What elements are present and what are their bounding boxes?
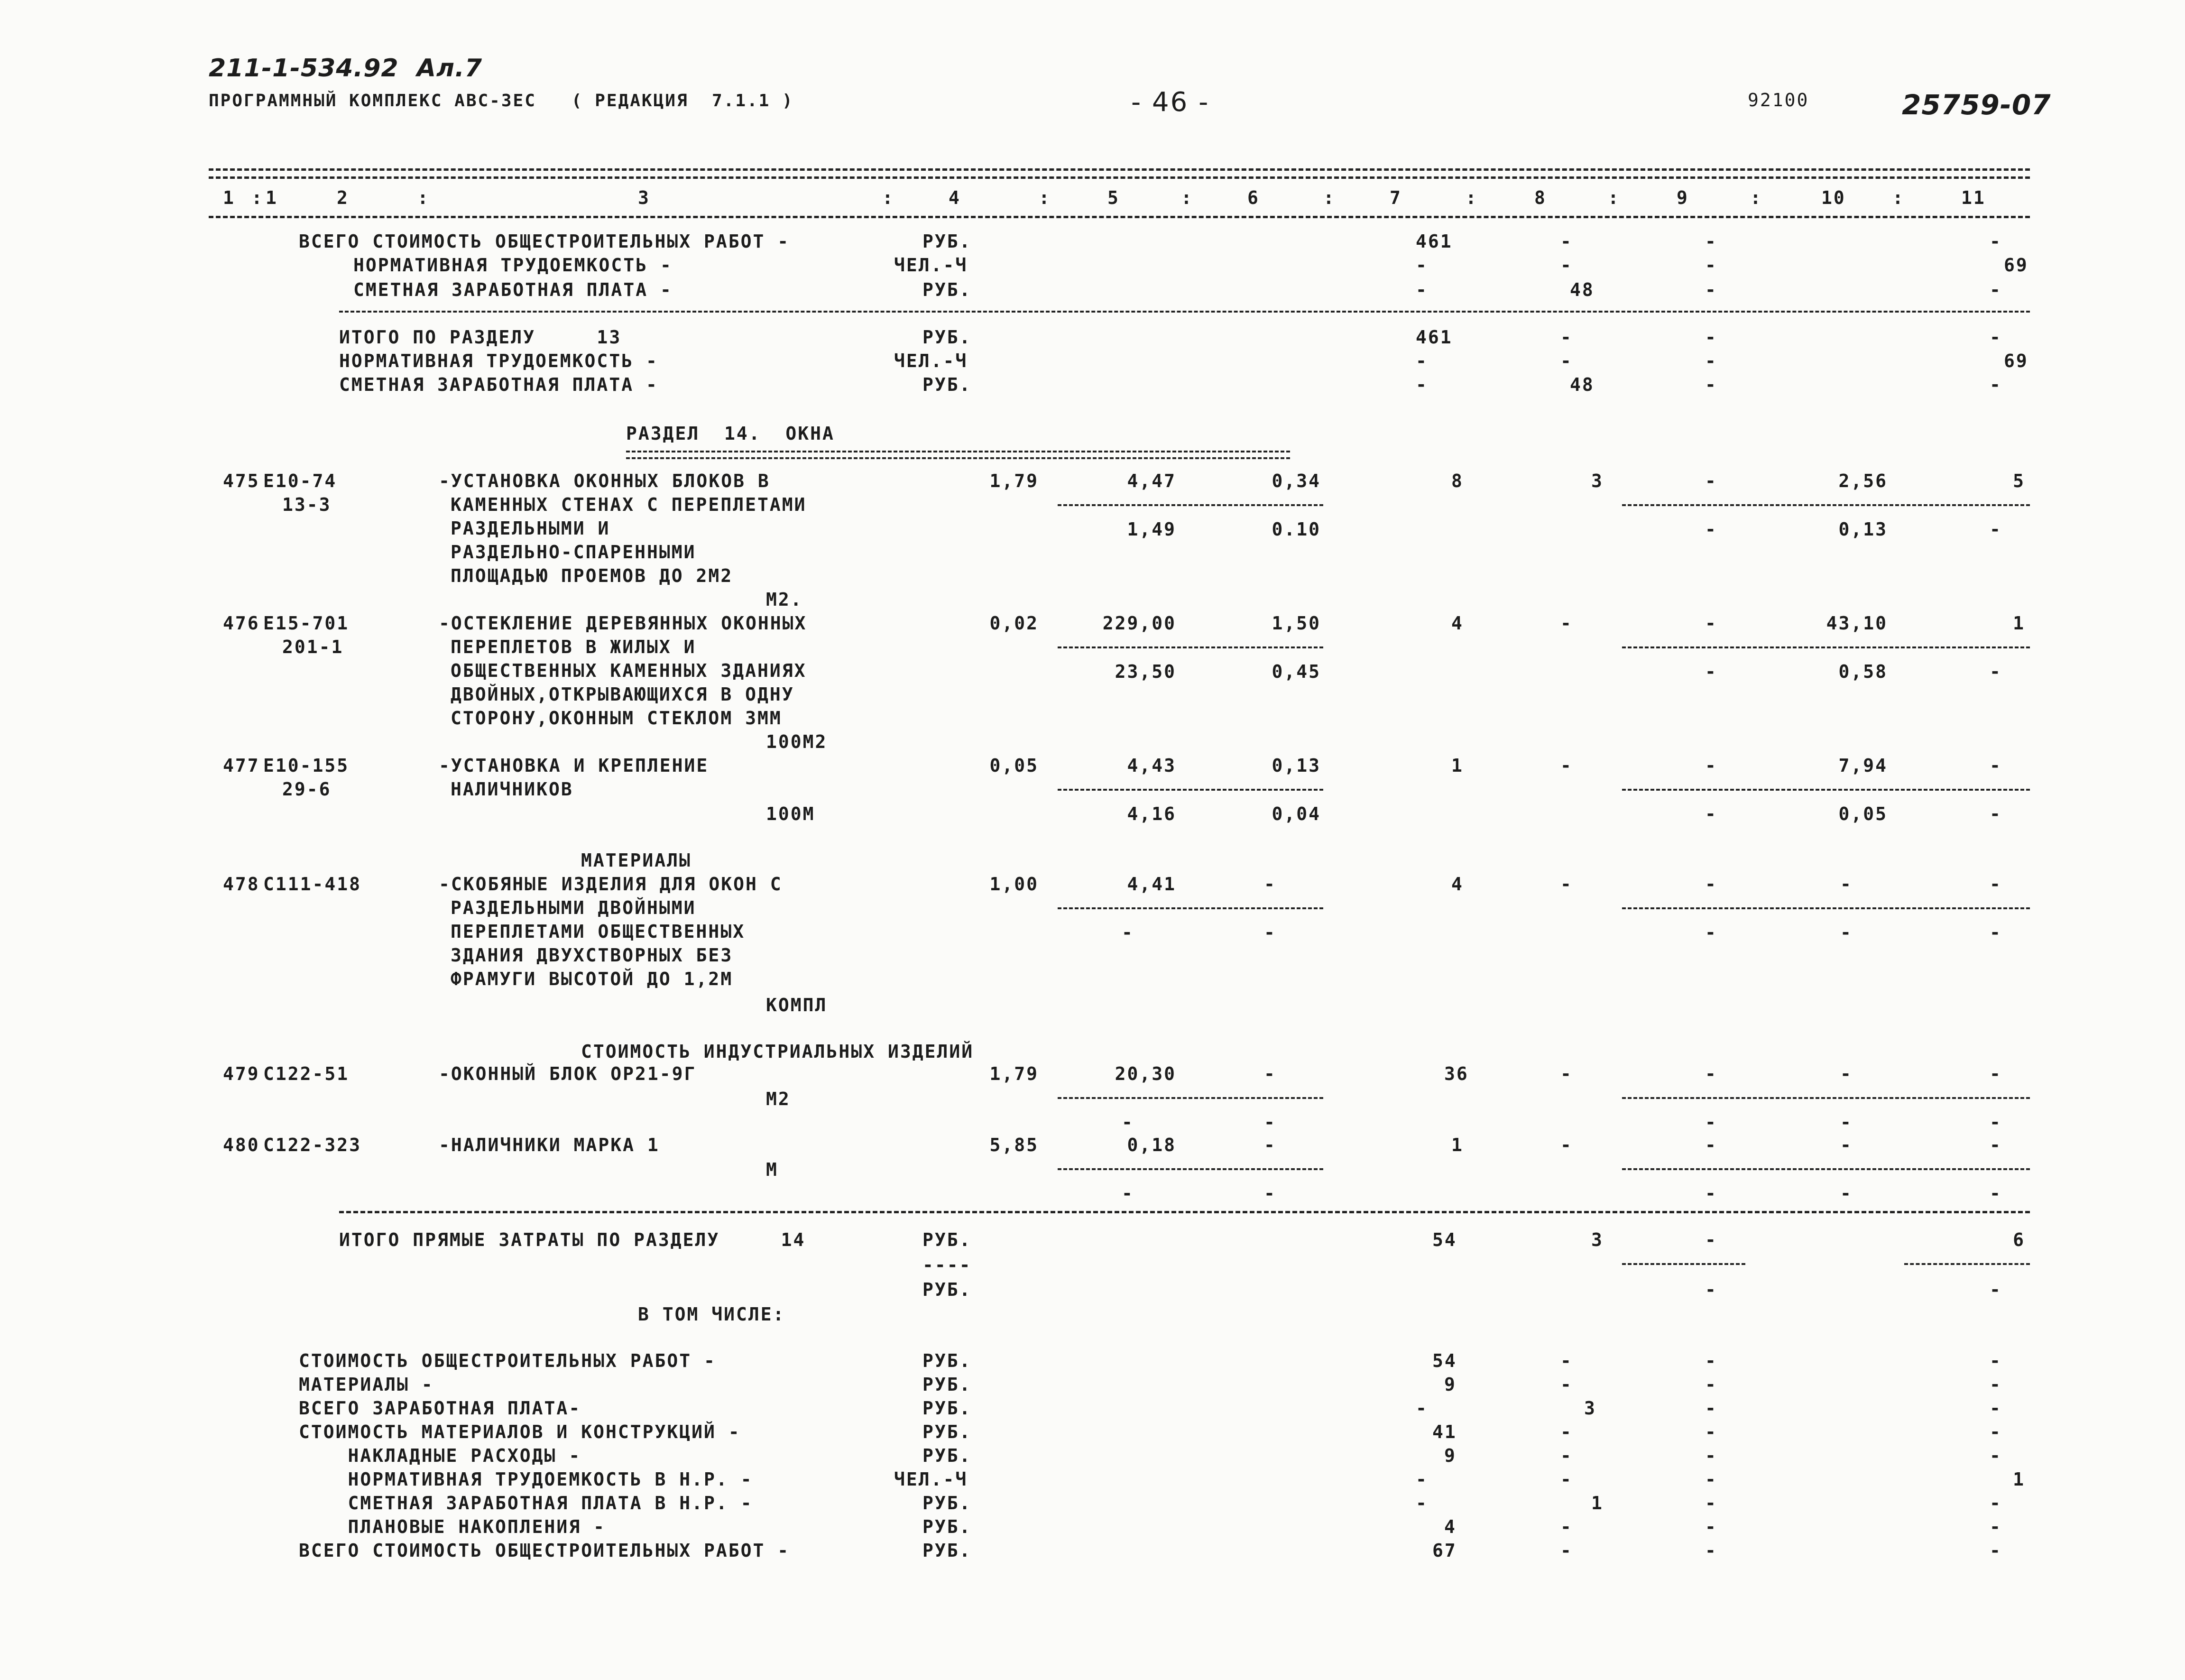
cell-c8: - [1560, 1422, 1573, 1442]
item-desc-line: ФРАМУГИ ВЫСОТОЙ ДО 1,2М [451, 969, 733, 989]
cell-c7: 54 [1432, 1229, 1457, 1250]
summary-label: ПЛАНОВЫЕ НАКОПЛЕНИЯ - [299, 1516, 606, 1537]
section-title: РАЗДЕЛ 14. ОКНА [626, 423, 835, 444]
cell-c8: - [1560, 1135, 1573, 1155]
item-number: 478 [223, 874, 260, 895]
cell-c7: 9 [1444, 1374, 1457, 1395]
row-label: СМЕТНАЯ ЗАРАБОТНАЯ ПЛАТА - [339, 374, 658, 395]
cell-c11: - [1990, 374, 2002, 395]
including-label: В ТОМ ЧИСЛЕ: [638, 1304, 785, 1325]
cell-c6: - [1264, 874, 1276, 895]
cell-c6-wage: - [1264, 922, 1276, 943]
cell-c9: - [1705, 1398, 1717, 1419]
cell-c9: - [1705, 874, 1717, 895]
cell-c10-wage: 0,58 [1838, 661, 1888, 682]
rule [1058, 907, 1323, 909]
cell-c8: - [1560, 874, 1573, 895]
rule [1622, 789, 2030, 791]
cell-c11: 1 [2013, 613, 2025, 634]
cell-c11: - [1990, 1422, 2002, 1442]
item-desc-line: -ОСТЕКЛЕНИЕ ДЕРЕВЯННЫХ ОКОННЫХ [439, 613, 807, 634]
rule [1622, 1097, 2030, 1099]
col-3: 3 [638, 187, 650, 208]
archive-number: 25759-07 [1902, 89, 2051, 121]
col-10: 10 [1821, 187, 1846, 208]
cell-c8: - [1560, 1350, 1573, 1371]
cell-c5-wage: 23,50 [1115, 661, 1176, 682]
cell-c11: - [1990, 1063, 2002, 1084]
cell-c11-wage: - [1990, 661, 2002, 682]
cell-c9: - [1705, 374, 1717, 395]
item-unit: 100М [766, 803, 815, 824]
item-code-sub: 29-6 [282, 779, 332, 800]
row-unit: ЧЕЛ.-Ч [894, 255, 968, 276]
rule [1058, 789, 1323, 791]
cell-c7: - [1416, 1493, 1428, 1514]
cell-c7: 54 [1432, 1350, 1457, 1371]
row-label: ВСЕГО СТОИМОСТЬ ОБЩЕСТРОИТЕЛЬНЫХ РАБОТ - [299, 231, 790, 252]
cell-c8: - [1560, 1374, 1573, 1395]
cell-c9: - [1705, 279, 1717, 300]
cell-c9: - [1705, 1350, 1717, 1371]
item-desc-line: ПЛОЩАДЬЮ ПРОЕМОВ ДО 2М2 [451, 565, 733, 586]
item-unit: М2. [766, 589, 803, 610]
cell-c11: 69 [2004, 351, 2028, 371]
page-number: - 46 - [1131, 87, 1210, 118]
cell-c11-wage: - [1990, 1112, 2002, 1133]
item-desc-line: ЗДАНИЯ ДВУХСТВОРНЫХ БЕЗ [451, 945, 733, 966]
cell-c9: - [1705, 613, 1717, 634]
summary-label: НАКЛАДНЫЕ РАСХОДЫ - [299, 1445, 581, 1466]
cell-c10: 43,10 [1826, 613, 1888, 634]
col-1b: 1 [266, 187, 278, 208]
cell-c11: - [1990, 874, 2002, 895]
cell-c9: - [1705, 351, 1717, 371]
item-code: С111-418 [263, 874, 362, 895]
rule [1904, 1263, 2030, 1265]
cell-c7: 4 [1451, 613, 1464, 634]
cell-c6-wage: 0.10 [1272, 519, 1321, 540]
item-unit: 100М2 [766, 731, 828, 752]
row-unit: РУБ. [922, 327, 972, 348]
row-unit: РУБ. [922, 374, 972, 395]
item-code: С122-51 [263, 1063, 350, 1084]
cell-c6: - [1264, 1135, 1276, 1155]
item-code: Е15-701 [263, 613, 350, 634]
item-code-sub: 201-1 [282, 637, 344, 657]
row-unit: РУБ. [922, 1229, 972, 1250]
cell-c8: - [1560, 1469, 1573, 1490]
cell-c10-wage: - [1840, 1183, 1853, 1204]
col-8: 8 [1534, 187, 1547, 208]
cell-c7: - [1416, 1398, 1428, 1419]
cell-c10-wage: - [1840, 1112, 1853, 1133]
item-number: 479 [223, 1063, 260, 1084]
cell-c9: - [1705, 1540, 1717, 1561]
item-code: Е10-155 [263, 755, 350, 776]
col-7: 7 [1390, 187, 1402, 208]
cell-c8: - [1560, 255, 1573, 276]
cell-c5: 20,30 [1115, 1063, 1176, 1084]
cell-c7: 1 [1451, 755, 1464, 776]
cell-c5: 0,18 [1127, 1135, 1176, 1155]
rule [1622, 1263, 1745, 1265]
rule [1058, 1168, 1323, 1170]
cell-c7: - [1416, 351, 1428, 371]
summary-unit: РУБ. [922, 1350, 972, 1371]
row-label: СМЕТНАЯ ЗАРАБОТНАЯ ПЛАТА - [353, 279, 673, 300]
item-unit: М [766, 1159, 778, 1180]
cell-c11: 69 [2004, 255, 2028, 276]
cell-c9: - [1705, 1445, 1717, 1466]
cell-c9: - [1705, 255, 1717, 276]
cell-c5: 4,41 [1127, 874, 1176, 895]
cell-c8: - [1560, 1540, 1573, 1561]
summary-unit: РУБ. [922, 1398, 972, 1419]
section-title-underline [626, 451, 1290, 459]
item-code: Е10-74 [263, 471, 337, 491]
cell-c10: 7,94 [1838, 755, 1888, 776]
cell-c11: 5 [2013, 471, 2025, 491]
cell-c7: 4 [1444, 1516, 1457, 1537]
cell-c8: 48 [1570, 374, 1595, 395]
subsection-title: МАТЕРИАЛЫ [581, 850, 691, 871]
item-number: 475 [223, 471, 260, 491]
cell-c4: 0,02 [989, 613, 1039, 634]
summary-unit: РУБ. [922, 1374, 972, 1395]
summary-label: СТОИМОСТЬ МАТЕРИАЛОВ И КОНСТРУКЦИЙ - [299, 1422, 741, 1442]
cell-c7: 1 [1451, 1135, 1464, 1155]
rule [1622, 646, 2030, 648]
cell-c6: 0,13 [1272, 755, 1321, 776]
cell-c11: - [1990, 1350, 2002, 1371]
cell-c4: 1,79 [989, 471, 1039, 491]
row-unit: РУБ. [922, 1279, 972, 1300]
cell-c7: - [1416, 255, 1428, 276]
cell-c11: 6 [2013, 1229, 2025, 1250]
cell-c5: 229,00 [1102, 613, 1176, 634]
item-desc-line: РАЗДЕЛЬНЫМИ ДВОЙНЫМИ [451, 897, 696, 918]
cell-c11: - [1990, 1540, 2002, 1561]
cell-c4: 1,79 [989, 1063, 1039, 1084]
cell-c11: - [1990, 755, 2002, 776]
cell-c7: 36 [1444, 1063, 1469, 1084]
cell-c7: 9 [1444, 1445, 1457, 1466]
row-label: ИТОГО ПРЯМЫЕ ЗАТРАТЫ ПО РАЗДЕЛУ 14 [339, 1229, 806, 1250]
cell-c8: - [1560, 613, 1573, 634]
cell-c9: - [1705, 1374, 1717, 1395]
item-desc-line: РАЗДЕЛЬНЫМИ И [451, 518, 610, 539]
cell-c8: 48 [1570, 279, 1595, 300]
cell-c11: - [1990, 1135, 2002, 1155]
cell-c9: - [1705, 1229, 1717, 1250]
rule [1058, 504, 1323, 506]
cell-c11: - [1990, 1374, 2002, 1395]
program-title: ПРОГРАММНЫЙ КОМПЛЕКС АВС-3ЕС ( РЕДАКЦИЯ 7.1.1 ) [209, 91, 794, 111]
row-dash: ---- [922, 1255, 972, 1275]
cell-c8: - [1560, 1063, 1573, 1084]
rule [1622, 907, 2030, 909]
row-unit: РУБ. [922, 231, 972, 252]
cell-c4: 1,00 [989, 874, 1039, 895]
summary-unit: ЧЕЛ.-Ч [894, 1469, 968, 1490]
cell-c9: - [1705, 1063, 1717, 1084]
cell-c11: - [1990, 1493, 2002, 1514]
cell-c11-wage: - [1990, 803, 2002, 824]
code-92100: 92100 [1748, 90, 1809, 111]
cell-c8: - [1560, 1445, 1573, 1466]
col-9: 9 [1677, 187, 1689, 208]
cell-c4: 0,05 [989, 755, 1039, 776]
cell-c9: - [1705, 231, 1717, 252]
cell-c9: - [1705, 1469, 1717, 1490]
cell-c6: 0,34 [1272, 471, 1321, 491]
summary-label: СТОИМОСТЬ ОБЩЕСТРОИТЕЛЬНЫХ РАБОТ - [299, 1350, 716, 1371]
cell-c6-wage: 0,04 [1272, 803, 1321, 824]
header-bottom-rule [209, 216, 2030, 218]
item-desc-line: -СКОБЯНЫЕ ИЗДЕЛИЯ ДЛЯ ОКОН С [439, 874, 783, 895]
item-desc-line: -НАЛИЧНИКИ МАРКА 1 [439, 1135, 660, 1155]
item-desc-line: -УСТАНОВКА И КРЕПЛЕНИЕ [439, 755, 709, 776]
summary-unit: РУБ. [922, 1445, 972, 1466]
item-desc-line: ПЕРЕПЛЕТАМИ ОБЩЕСТВЕННЫХ [451, 921, 746, 942]
cell-c11-wage: - [1990, 519, 2002, 540]
row-label: ИТОГО ПО РАЗДЕЛУ 13 [339, 327, 622, 348]
cell-c6-wage: - [1264, 1112, 1276, 1133]
cell-c11: 1 [2013, 1469, 2025, 1490]
cell-c7: 8 [1451, 471, 1464, 491]
summary-label: ВСЕГО СТОИМОСТЬ ОБЩЕСТРОИТЕЛЬНЫХ РАБОТ - [299, 1540, 790, 1561]
item-code: С122-323 [263, 1135, 362, 1155]
cell-c8: - [1560, 1516, 1573, 1537]
cell-c11-wage: - [1990, 922, 2002, 943]
cell-c5: 4,47 [1127, 471, 1176, 491]
cell-c7: - [1416, 279, 1428, 300]
item-number: 477 [223, 755, 260, 776]
cell-c11: - [1990, 279, 2002, 300]
item-desc-line: -УСТАНОВКА ОКОННЫХ БЛОКОВ В [439, 471, 770, 491]
cell-c9: - [1705, 1422, 1717, 1442]
cell-c9-wage: - [1705, 1112, 1717, 1133]
cell-c8: - [1560, 755, 1573, 776]
row-unit: ЧЕЛ.-Ч [894, 351, 968, 371]
col-6: 6 [1247, 187, 1260, 208]
summary-unit: РУБ. [922, 1540, 972, 1561]
cell-c10: 2,56 [1838, 471, 1888, 491]
col-5: 5 [1107, 187, 1120, 208]
cell-c6: - [1264, 1063, 1276, 1084]
rule [339, 311, 2030, 313]
cell-c9: - [1705, 1516, 1717, 1537]
cell-c9-wage: - [1705, 1279, 1717, 1300]
item-desc-line: СТОРОНУ,ОКОННЫМ СТЕКЛОМ 3ММ [451, 708, 782, 729]
cell-c9: - [1705, 1135, 1717, 1155]
item-desc-line: ПЕРЕПЛЕТОВ В ЖИЛЫХ И [451, 637, 696, 657]
item-number: 476 [223, 613, 260, 634]
cell-c9-wage: - [1705, 519, 1717, 540]
rule [1622, 1168, 2030, 1170]
cell-c11: - [1990, 327, 2002, 348]
summary-label: НОРМАТИВНАЯ ТРУДОЕМКОСТЬ В Н.Р. - [299, 1469, 753, 1490]
rule [1058, 646, 1323, 648]
subsection-title: СТОИМОСТЬ ИНДУСТРИАЛЬНЫХ ИЗДЕЛИЙ [581, 1041, 974, 1062]
cell-c11: - [1990, 1516, 2002, 1537]
section-total-rule [339, 1211, 2030, 1213]
cell-c5-wage: 4,16 [1127, 803, 1176, 824]
col-2: 2 [337, 187, 349, 208]
summary-unit: РУБ. [922, 1516, 972, 1537]
col-1a: 1 [223, 187, 235, 208]
cell-c11: - [1990, 1398, 2002, 1419]
cell-c7: 4 [1451, 874, 1464, 895]
cell-c9-wage: - [1705, 1183, 1717, 1204]
cell-c11: - [1990, 1445, 2002, 1466]
summary-label: СМЕТНАЯ ЗАРАБОТНАЯ ПЛАТА В Н.Р. - [299, 1493, 753, 1514]
cell-c9-wage: - [1705, 922, 1717, 943]
item-number: 480 [223, 1135, 260, 1155]
cell-c11-wage: - [1990, 1183, 2002, 1204]
cell-c8: 3 [1591, 1229, 1604, 1250]
summary-label: ВСЕГО ЗАРАБОТНАЯ ПЛАТА- [299, 1398, 581, 1419]
cell-c9: - [1705, 471, 1717, 491]
cell-c9-wage: - [1705, 661, 1717, 682]
cell-c9-wage: - [1705, 803, 1717, 824]
cell-c11-wage: - [1990, 1279, 2002, 1300]
cell-c7: - [1416, 1469, 1428, 1490]
cell-c7: 461 [1416, 231, 1453, 252]
cell-c6-wage: 0,45 [1272, 661, 1321, 682]
rule [1622, 504, 2030, 506]
cell-c10: - [1840, 1063, 1853, 1084]
item-desc-line: ДВОЙНЫХ,ОТКРЫВАЮЩИХСЯ В ОДНУ [451, 684, 794, 705]
table-top-rule [209, 168, 2030, 171]
cell-c7: 461 [1416, 327, 1453, 348]
cell-c7: 67 [1432, 1540, 1457, 1561]
item-desc-line: -ОКОННЫЙ БЛОК ОР21-9Г [439, 1063, 697, 1084]
rule [1058, 1097, 1323, 1099]
item-unit: М2 [766, 1089, 791, 1109]
cell-c5-wage: - [1122, 1112, 1134, 1133]
row-label: НОРМАТИВНАЯ ТРУДОЕМКОСТЬ - [339, 351, 658, 371]
cell-c10-wage: - [1840, 922, 1853, 943]
cell-c9: - [1705, 327, 1717, 348]
row-label: НОРМАТИВНАЯ ТРУДОЕМКОСТЬ - [353, 255, 673, 276]
cell-c10-wage: 0,13 [1838, 519, 1888, 540]
document-code: 211-1-534.92 Ал.7 [209, 54, 483, 83]
item-code-sub: 13-3 [282, 494, 332, 515]
cell-c8: - [1560, 351, 1573, 371]
cell-c8: 3 [1591, 471, 1604, 491]
summary-label: МАТЕРИАЛЫ - [299, 1374, 434, 1395]
cell-c5: 4,43 [1127, 755, 1176, 776]
item-desc-line: ОБЩЕСТВЕННЫХ КАМЕННЫХ ЗДАНИЯХ [451, 660, 807, 681]
item-desc-line: КАМЕННЫХ СТЕНАХ С ПЕРЕПЛЕТАМИ [451, 494, 807, 515]
item-desc-line: РАЗДЕЛЬНО-СПАРЕННЫМИ [451, 542, 696, 563]
row-unit: РУБ. [922, 279, 972, 300]
item-unit: КОМПЛ [766, 995, 828, 1015]
cell-c6-wage: - [1264, 1183, 1276, 1204]
cell-c8: 3 [1584, 1398, 1596, 1419]
cell-c5-wage: 1,49 [1127, 519, 1176, 540]
cell-c7: 41 [1432, 1422, 1457, 1442]
col-11: 11 [1961, 187, 1986, 208]
cell-c4: 5,85 [989, 1135, 1039, 1155]
item-desc-line: НАЛИЧНИКОВ [451, 779, 573, 800]
cell-c10: - [1840, 874, 1853, 895]
cell-c7: - [1416, 374, 1428, 395]
cell-c6: 1,50 [1272, 613, 1321, 634]
cell-c8: - [1560, 231, 1573, 252]
summary-unit: РУБ. [922, 1422, 972, 1442]
table-top-rule-2 [209, 176, 2030, 179]
summary-unit: РУБ. [922, 1493, 972, 1514]
cell-c9: - [1705, 1493, 1717, 1514]
cell-c8: - [1560, 327, 1573, 348]
cell-c10-wage: 0,05 [1838, 803, 1888, 824]
cell-c8: 1 [1591, 1493, 1604, 1514]
cell-c11: - [1990, 231, 2002, 252]
col-4: 4 [949, 187, 961, 208]
cell-c9: - [1705, 755, 1717, 776]
cell-c5-wage: - [1122, 1183, 1134, 1204]
cell-c10: - [1840, 1135, 1853, 1155]
cell-c5-wage: - [1122, 922, 1134, 943]
